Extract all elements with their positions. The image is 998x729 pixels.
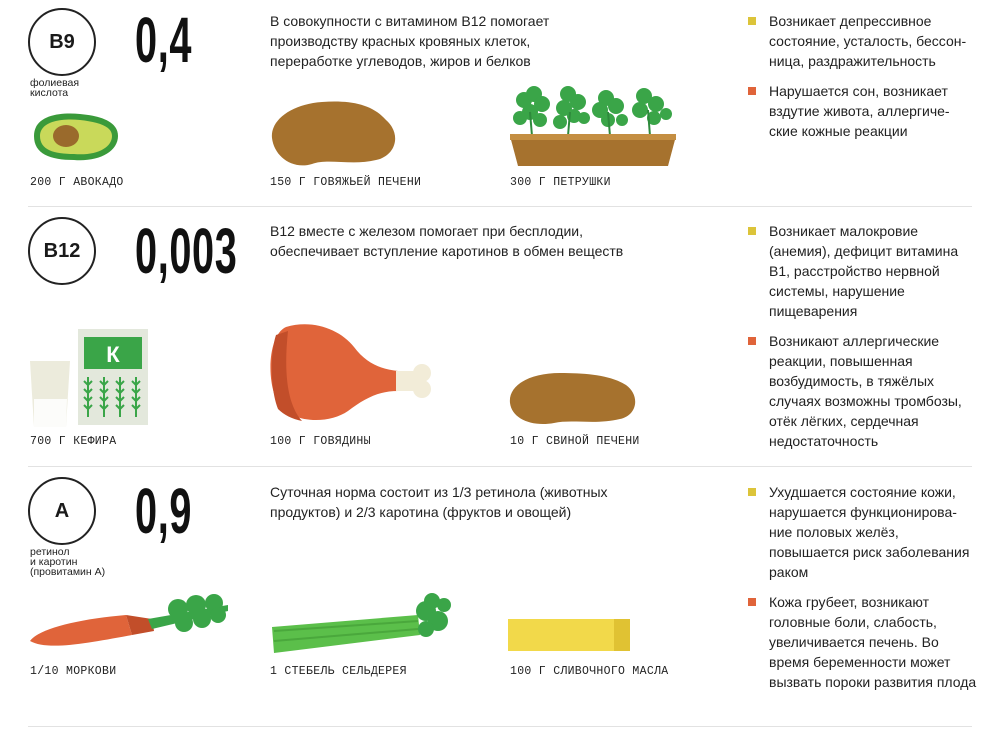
vitamin-row-a [0,467,998,729]
celery-icon [268,593,450,657]
excess-text: Кожа грубеет, возникают головные боли, слабость, увеличивается печень. Во время беременности может вызвать пороки развития плода [769,594,977,690]
beef-liver-icon [268,98,402,168]
daily-amount: 0,4 [135,4,193,76]
kefir-icon [28,329,152,433]
vitamin-badge-label: B9 [49,30,75,53]
butter-icon [508,617,632,653]
pork-liver-icon [506,369,640,425]
excess-effect [748,592,978,692]
vitamin-description: Суточная норма состоит из 1/3 ретинола (животных продуктов) и 2/3 каротина (фруктов и овощей) [270,484,608,520]
food-label: 100 Г ГОВЯДИНЫ [270,435,371,448]
food-label: 200 Г АВОКАДО [30,176,124,189]
carrot-icon [28,595,230,655]
food-label: 1/10 МОРКОВИ [30,665,117,678]
daily-amount: 0,9 [135,475,193,547]
excess-marker-icon [748,337,756,345]
vitamin-badge [28,477,96,545]
vitamin-badge-label: A [54,499,70,522]
food-label: 700 Г КЕФИРА [30,435,117,448]
deficiency-text: Ухудшается состояние кожи, нарушается функционирова-ние половых желёз, повышается риск заболевания раком [769,484,970,580]
food-label: 1 СТЕБЕЛЬ СЕЛЬДЕРЕЯ [270,665,407,678]
avocado-icon [28,108,120,164]
effects-list [748,482,978,702]
excess-marker-icon [748,598,756,606]
kefir-pack-letter: К [106,342,120,367]
excess-effect [748,331,978,451]
vitamin-badge [28,8,96,76]
food-label: 150 Г ГОВЯЖЬЕЙ ПЕЧЕНИ [270,176,422,189]
vitamin-description: В12 вместе с железом помогает при бесплодии, обеспечивает вступление каротинов в обмен веществ [270,223,624,259]
food-label: 10 Г СВИНОЙ ПЕЧЕНИ [510,435,640,448]
food-label: 300 Г ПЕТРУШКИ [510,176,611,189]
deficiency-text: Возникает депрессивное состояние, усталость, бессон-ница, раздражительность [769,13,967,69]
deficiency-effect [748,482,978,582]
excess-text: Возникают аллергические реакции, повышенная возбудимость, в тяжёлых случаях возможны тромбозы, отёк лёгких, сердечная недостаточность [769,333,962,449]
vitamin-badge-label: B12 [43,239,81,262]
vitamin-badge [28,217,96,285]
vitamin-subtitle [30,78,79,98]
beef-leg-icon [268,319,438,423]
vitamin-description: В совокупности с витамином В12 помогает производству красных кровяных клеток, переработке углеводов, жиров и белков [270,13,550,69]
effects-list [748,11,978,151]
vitamin-subtitle-line: и каротин [30,556,78,568]
daily-amount: 0,003 [135,215,238,287]
vitamin-row-b12 [0,207,998,465]
food-label: 100 Г СЛИВОЧНОГО МАСЛА [510,665,669,678]
excess-text: Нарушается сон, возникает вздутие живота, аллергиче-ские кожные реакции [769,83,950,139]
deficiency-marker-icon [748,17,756,25]
excess-marker-icon [748,87,756,95]
vitamin-subtitle-line: кислота [30,87,69,99]
excess-effect [748,81,978,141]
vitamin-subtitle-line: ретинол [30,546,70,558]
vitamin-subtitle [30,547,105,577]
deficiency-marker-icon [748,227,756,235]
deficiency-effect [748,11,978,71]
vitamin-row-b9 [0,0,998,206]
parsley-pot-icon [508,82,678,168]
effects-list [748,221,978,461]
vitamin-subtitle-line: (провитамин А) [30,566,106,578]
deficiency-marker-icon [748,488,756,496]
deficiency-text: Возникает малокровие (анемия), дефицит витамина В1, расстройство нервной системы, нарушение пищеварения [769,223,959,319]
vitamin-subtitle-line: фолиевая [30,77,80,89]
deficiency-effect [748,221,978,321]
row-divider [28,726,972,727]
